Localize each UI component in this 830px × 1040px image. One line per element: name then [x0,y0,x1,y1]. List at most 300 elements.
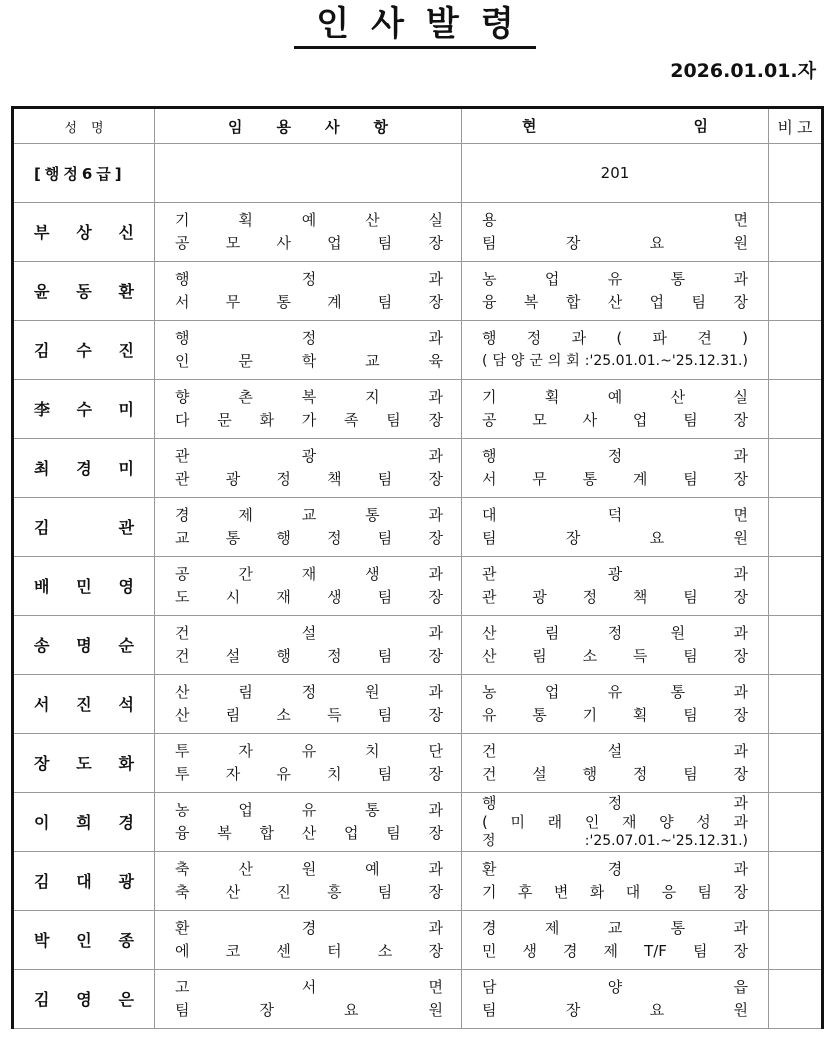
char: 송 [34,635,50,655]
current-dept [482,917,748,940]
grade-current-cell: 201 [462,144,769,203]
char: 통 [670,683,686,701]
employee-name-text [34,752,134,775]
table-row [13,675,823,734]
header-current-text [522,115,708,138]
appointment-position [175,763,443,786]
char: 산 [482,624,497,642]
char: 간 [238,565,253,583]
char: 촌 [238,388,253,406]
char: 관 [482,565,497,583]
table-row [13,498,823,557]
char: ) [742,329,748,347]
current-cell [462,557,769,616]
char: 광 [225,470,241,488]
char: 고 [175,978,190,996]
char: 행 [482,329,497,347]
appointment-position [175,586,443,609]
appointment-cell [155,793,462,852]
char: :'25.07.01.~'25.12.31.) [584,832,748,849]
char: 관 [175,470,190,488]
current-position [482,232,748,255]
table-row [13,970,823,1029]
char: ( [616,329,623,347]
char: 팀 [482,529,497,547]
current-dept [482,209,748,232]
char: 장 [428,293,443,311]
appointment-dept [175,740,443,763]
char: 팀 [697,883,713,901]
appointment-dept [175,327,443,350]
char: 과 [733,683,748,701]
char: 장 [428,706,443,724]
char: 광 [118,871,134,891]
char: 학 [301,352,317,370]
current-position [482,586,748,609]
char: 융 [482,293,497,311]
char: 실 [733,388,748,406]
char: 과 [733,447,748,465]
table-row [13,557,823,616]
char: 경 [607,860,623,878]
char: 李 [34,399,51,419]
note-cell [769,439,823,498]
char: 장 [733,293,748,311]
char: 관 [118,517,134,537]
char: 장 [259,1001,274,1019]
employee-name-text [34,634,134,657]
char: 에 [175,942,190,960]
employee-name [13,321,155,380]
char: 관 [482,588,497,606]
employee-name [13,203,155,262]
current-dept [482,622,748,645]
char: 민 [482,942,497,960]
char: 진 [118,340,134,360]
current-dept [482,740,748,763]
char: 최 [34,458,50,478]
char: 도 [175,588,190,606]
char: 인 [584,812,600,831]
char: 대 [76,871,92,891]
grade-row [13,144,823,203]
appointment-dept [175,445,443,468]
document-title [0,2,830,49]
char: 행 [276,647,291,665]
appointment-cell [155,439,462,498]
char: 장 [565,234,581,252]
char: 응 [661,883,677,901]
char: 장 [428,470,443,488]
char: 장 [733,706,748,724]
employee-name-text [34,339,134,362]
char: 림 [225,706,241,724]
char: 장 [733,470,748,488]
char: 업 [649,293,665,311]
char: 장 [733,647,748,665]
char: 소 [582,647,598,665]
char: 모 [225,234,241,252]
char: 양 [659,812,674,831]
char: 장 [428,942,443,960]
char: 향 [175,388,190,406]
char: 팀 [377,765,393,783]
char: 계 [632,470,648,488]
current-cell [462,616,769,675]
current-dept [482,504,748,527]
appointment-position [175,881,443,904]
char: 면 [428,978,443,996]
current-cell [462,380,769,439]
char: 산 [482,647,497,665]
char: 과 [428,919,443,937]
current-position [482,527,748,550]
char: 팀 [175,1001,190,1019]
char: :'25.01.01.~'25.12.31.) [584,353,748,369]
employee-name-text [34,457,134,480]
current-position [482,704,748,727]
char: 정 [607,793,623,812]
char: 실 [428,211,443,229]
char: 읍 [733,978,748,996]
char: 경 [175,506,190,524]
appointment-cell [155,321,462,380]
table-row [13,262,823,321]
char: 산 [670,388,686,406]
current-position [482,881,748,904]
char: 재 [276,588,291,606]
char: 통 [225,529,241,547]
char: 원 [733,1001,748,1019]
char: 미 [118,458,134,478]
employee-name-text [34,398,134,421]
char: 원 [365,683,380,701]
char: 정 [607,447,623,465]
current-cell [462,439,769,498]
char: 책 [327,470,342,488]
char: 팀 [377,293,393,311]
char: 서 [482,470,497,488]
char: 정 [327,647,342,665]
char: 장 [428,765,443,783]
appointment-cell [155,557,462,616]
char: 예 [301,211,317,229]
char: 획 [544,388,560,406]
personnel-table [11,106,824,1029]
char: 공 [175,234,190,252]
char: 경 [118,812,134,832]
char: 축 [175,883,190,901]
char: 통 [365,801,380,819]
current-position [482,763,748,786]
current-cell [462,203,769,262]
note-cell [769,911,823,970]
char: 축 [175,860,190,878]
current-position [482,350,748,373]
appointment-cell [155,380,462,439]
current-dept [482,268,748,291]
char: 정 [607,624,623,642]
char: 치 [365,742,380,760]
char: 과 [428,801,443,819]
char: 팀 [683,588,698,606]
char: 득 [327,706,342,724]
char: 생 [327,588,342,606]
table-row [13,439,823,498]
char: 팀 [386,411,401,429]
char: 신 [118,222,134,242]
char: 자 [238,742,253,760]
char: 제 [544,919,560,937]
appointment-dept [175,268,443,291]
table-row [13,852,823,911]
char: 명 [76,635,92,655]
char: 제 [238,506,253,524]
char: 팀 [692,942,708,960]
char: ( [482,353,488,369]
char: 서 [34,694,50,714]
char: 단 [428,742,443,760]
char: 통 [532,706,547,724]
char: 팀 [683,470,698,488]
header-name: 성명 [13,108,155,144]
char: 현 [522,116,537,135]
char: 원 [733,234,748,252]
appointment-dept [175,858,443,881]
current-dept [482,976,748,999]
char: 미 [510,812,526,831]
char: 장 [428,883,443,901]
employee-name-text [34,870,134,893]
char: 산 [607,293,623,311]
char: 획 [238,211,253,229]
char: ( [482,812,488,831]
char: 후 [517,883,533,901]
char: 팀 [377,647,393,665]
appointment-cell [155,675,462,734]
char: 환 [175,919,190,937]
current-position [482,999,748,1022]
appointment-dept [175,799,443,822]
char: 도 [76,753,92,773]
char: 장 [428,411,443,429]
char: 과 [428,624,443,642]
effective-date: 2026.01.01.자 [670,60,816,82]
appointment-position [175,527,443,550]
char: 장 [428,824,443,842]
char: 정 [276,470,291,488]
char: 원 [670,624,686,642]
char: 기 [175,211,190,229]
header-note: 비고 [769,108,823,144]
employee-name [13,970,155,1029]
char: 순 [118,635,134,655]
current-position [482,409,748,432]
note-cell [769,793,823,852]
char: 림 [544,624,560,642]
current-cell [462,793,769,852]
char: 영 [76,989,92,1009]
char: 상 [76,222,92,242]
char: 팀 [377,883,393,901]
char: 장 [428,588,443,606]
char: 원 [733,529,748,547]
char: T/F [644,942,667,960]
char: 장 [733,411,748,429]
char: 장 [565,1001,581,1019]
char: 팀 [482,234,497,252]
char: 팀 [377,234,393,252]
char: 팀 [691,293,707,311]
char: 요 [649,529,665,547]
char: 영 [118,576,134,596]
char: 과 [733,860,748,878]
char: 기 [482,883,497,901]
grade-appointment-cell [155,144,462,203]
note-cell [769,262,823,321]
char: 요 [649,1001,665,1019]
char: 공 [175,565,190,583]
char: 과 [428,388,443,406]
char: 견 [697,329,712,347]
char: 광 [607,565,623,583]
char: 관 [175,447,190,465]
char: 경 [301,919,317,937]
char: 문 [217,411,232,429]
char: 유 [607,270,623,288]
char: 회 [566,353,580,369]
char: 재 [621,812,637,831]
char: 문 [238,352,253,370]
char: 요 [344,1001,359,1019]
table-row [13,321,823,380]
appointment-position [175,350,443,373]
char: 계 [327,293,342,311]
current-dept [482,327,748,350]
current-dept [482,681,748,704]
appointment-dept [175,563,443,586]
char: 업 [238,801,253,819]
title-text: 인사발령 [294,2,535,49]
char: 서 [175,293,190,311]
appointment-cell [155,911,462,970]
char: 덕 [607,506,623,524]
appointment-dept [175,386,443,409]
char: 시 [225,588,241,606]
char: 과 [733,565,748,583]
employee-name [13,734,155,793]
char: 화 [589,883,605,901]
char: 가 [301,411,317,429]
appointment-cell [155,616,462,675]
current-position [482,940,748,963]
char: 제 [603,942,619,960]
char: 업 [327,234,342,252]
appointment-position [175,409,443,432]
employee-name [13,557,155,616]
char: 행 [582,765,598,783]
appointment-cell [155,734,462,793]
employee-name-text [34,988,134,1011]
char: 과 [733,812,748,831]
char: 교 [607,919,623,937]
char: 김 [34,989,50,1009]
char: 행 [276,529,291,547]
appointment-position [175,291,443,314]
char: 설 [225,647,241,665]
char: 농 [175,801,190,819]
char: 원 [301,860,317,878]
char: 산 [175,706,190,724]
char: 팀 [683,411,698,429]
employee-name [13,616,155,675]
char: 복 [523,293,539,311]
char: 교 [175,529,190,547]
employee-name-text [34,516,134,539]
char: 광 [301,447,317,465]
char: 팀 [683,765,698,783]
employee-name-text [34,575,134,598]
appointment-position [175,940,443,963]
char: 치 [327,765,342,783]
note-cell [769,970,823,1029]
current-position [482,645,748,668]
table-row [13,734,823,793]
char: 흥 [327,883,342,901]
char: 환 [482,860,497,878]
char: 산 [175,683,190,701]
char: 진 [76,694,92,714]
current-position [482,468,748,491]
table-header-row [13,108,823,144]
char: 과 [733,624,748,642]
char: 유 [482,706,497,724]
char: 공 [482,411,497,429]
char: 센 [276,942,291,960]
current-cell [462,970,769,1029]
appointment-dept [175,209,443,232]
char: 족 [344,411,359,429]
appointment-cell [155,852,462,911]
char: 설 [607,742,623,760]
grade-label: [행정6급] [13,144,155,203]
char: 정 [526,329,542,347]
note-cell [769,321,823,380]
char: 변 [553,883,569,901]
char: 무 [225,293,241,311]
appointment-position [175,645,443,668]
char: 복 [217,824,232,842]
char: 과 [733,919,748,937]
table-row [13,911,823,970]
char: 과 [571,329,587,347]
table-row [13,793,823,852]
note-cell [769,734,823,793]
char: 김 [34,340,50,360]
current-dept [482,563,748,586]
char: 유 [301,742,317,760]
char: 양 [510,353,525,369]
char: 석 [118,694,134,714]
char: 팀 [683,706,698,724]
char: 건 [175,647,190,665]
char: 장 [733,883,748,901]
char: 정 [632,765,648,783]
table-row [13,380,823,439]
appointment-cell [155,203,462,262]
char: 림 [238,683,253,701]
char: 성 [696,812,711,831]
